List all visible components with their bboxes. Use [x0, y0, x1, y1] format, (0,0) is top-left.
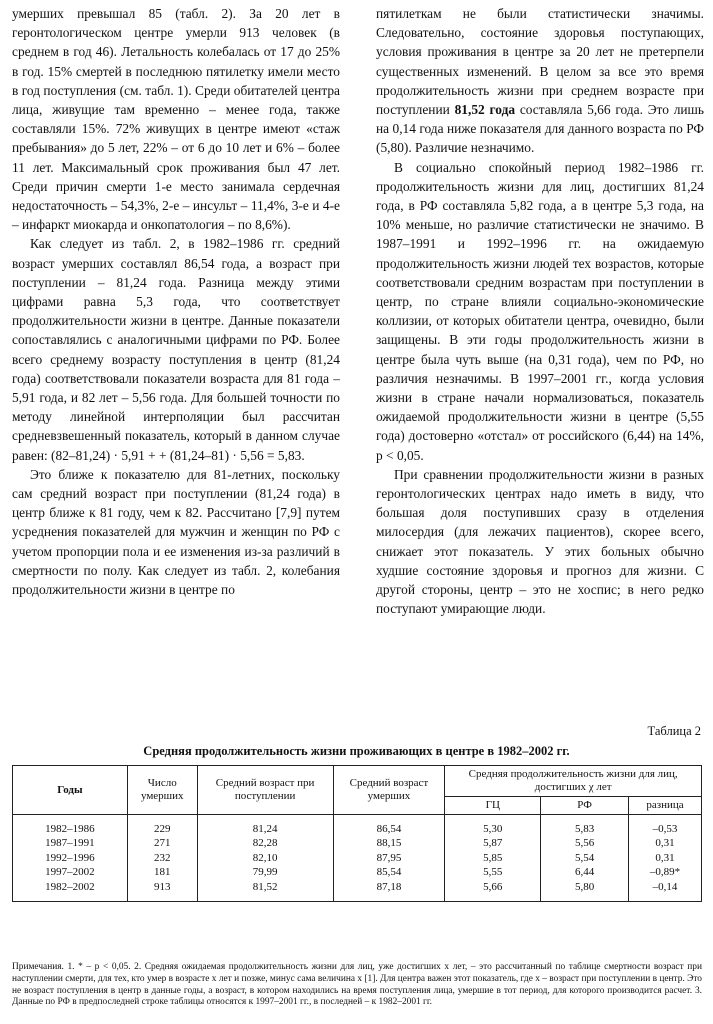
cell-years: 1992–1996 [13, 851, 128, 865]
cell-death-age: 87,18 [333, 880, 445, 902]
table-row [13, 865, 702, 879]
cell-deaths: 232 [127, 851, 197, 865]
header-deaths: Число умерших [127, 766, 197, 815]
cell-rf: 6,44 [541, 865, 629, 879]
table-row [13, 851, 702, 865]
cell-diff: –0,14 [629, 880, 702, 902]
cell-admission-age: 81,24 [197, 815, 333, 837]
table-label: Таблица 2 [647, 724, 701, 738]
header-death-age: Средний возраст умерших [333, 766, 445, 815]
right-paragraph-3: При сравнении продолжительности жизни в разных геронтологических центрах надо иметь в виду, что большая доля поступивших сразу в отделения милосердия (для лежачих пациентов), скорее всего, снижает этот показатель. У этих больных обычно худшие состояние здоровья и прогноз для жизни. С другой стороны, центр – это не хоспис; в него редко поступают умирающие люди. [376, 466, 704, 617]
cell-gc: 5,55 [445, 865, 541, 879]
cell-diff: –0,89* [629, 865, 702, 879]
right-paragraph-1 [376, 4, 704, 158]
cell-years: 1982–1986 [13, 815, 128, 837]
cell-deaths: 229 [127, 815, 197, 837]
left-column [12, 4, 340, 599]
header-gc: ГЦ [445, 797, 541, 815]
header-diff: разница [629, 797, 702, 815]
right-paragraph-1-bold: 81,52 года [454, 102, 516, 118]
cell-deaths: 181 [127, 865, 197, 879]
cell-death-age: 85,54 [333, 865, 445, 879]
cell-deaths: 913 [127, 880, 197, 902]
cell-gc: 5,87 [445, 836, 541, 850]
table-title: Средняя продолжительность жизни проживающих в центре в 1982–2002 гг. [143, 744, 570, 758]
header-rf: РФ [541, 797, 629, 815]
header-admission-age: Средний возраст при поступлении [197, 766, 333, 815]
header-life-expectancy: Средняя продолжительность жизни для лиц, достигших χ лет [445, 766, 702, 797]
cell-diff: 0,31 [629, 851, 702, 865]
cell-rf: 5,83 [541, 815, 629, 837]
cell-gc: 5,30 [445, 815, 541, 837]
right-paragraph-2: В социально спокойный период 1982–1986 гг. продолжительность жизни для лиц, достигших 81,24 года, в РФ составляла 5,82 года, а в центре 5,3 года, на 10% меньше, но различие статистически не значимо. В 1987–1991 и 1992–1996 гг. на ожидаемую продолжительность жизни людей тех возрастов, которые соответствовали средним возрастам при поступлении в центр, по стране влияли социально-экономические коллизии, от которых обитатели центра, очевидно, были защищены. В эти годы продолжительность жизни в центре была чуть выше (на 0,31 года), чем по РФ, но различия незначимы. В 1997–2001 гг., когда условия жизни в стране начали нормализоваться, показатель ожидаемой продолжительности жизни в центре (5,55 года) достоверно «отстал» от российского (6,44) на 14%, р < 0,05. [376, 159, 704, 463]
cell-years: 1987–1991 [13, 836, 128, 850]
cell-rf: 5,80 [541, 880, 629, 902]
data-table [12, 765, 702, 902]
cell-diff: –0,53 [629, 815, 702, 837]
left-paragraph-3: Это ближе к показателю для 81-летних, поскольку сам средний возраст при поступлении (81,24 года) в центр ближе к 81 году, чем к 82. Рассчитано [7,9] путем усреднения показателей для мужчин и женщин по РФ с учетом пропорции пола и ее изменения из-за различий в смертности по полу. Как следует из табл. 2, колебания продолжительности жизни в центре по [12, 466, 340, 598]
cell-death-age: 88,15 [333, 836, 445, 850]
table-row [13, 815, 702, 837]
cell-gc: 5,66 [445, 880, 541, 902]
cell-rf: 5,56 [541, 836, 629, 850]
cell-admission-age: 81,52 [197, 880, 333, 902]
cell-admission-age: 82,10 [197, 851, 333, 865]
table-row [13, 836, 702, 850]
cell-gc: 5,85 [445, 851, 541, 865]
table-row [13, 880, 702, 902]
right-column [376, 4, 704, 619]
cell-diff: 0,31 [629, 836, 702, 850]
cell-admission-age: 82,28 [197, 836, 333, 850]
left-paragraph-1: умерших превышал 85 (табл. 2). За 20 лет в геронтологическом центре умерли 913 человек (в среднем в год 46). Летальность колебалась от 17 до 25% в год. 15% смертей в последнюю пятилетку имели место в год поступления (см. табл. 1). Среди обитателей центра лица, живущие там временно – менее года, также составляли 15%. 72% живущих в центре имеют «стаж пребывания» до 5 лет, 22% – от 6 до 10 лет и 6% – более 11 лет. Максимальный срок проживания был 47 лет. Среди причин смерти 1-е место занимала сердечная недостаточность – 54,3%, 2-е – инсульт – 11,4%, 3-е и 4-е – инфаркт миокарда и онкопатология – по 8,6%). [12, 6, 340, 233]
header-years: Годы [13, 766, 128, 815]
cell-admission-age: 79,99 [197, 865, 333, 879]
left-paragraph-2: Как следует из табл. 2, в 1982–1986 гг. средний возраст умерших составлял 86,54 года, а возраст при поступлении – 81,24 года. Разница между этими цифрами равна 5,3 года, что соответствует продолжительности жизни в центре. Данные показатели сопоставлялись с аналогичными цифрами по РФ. Более всего среднему возрасту поступления в центр (81,24 года) соответствовали показатели возраста для 81 года – 5,91 года, и 82 лет – 5,56 года. Для большей точности по методу линейной интерполяции был рассчитан средневзвешенный показатель, который в данном случае равен: (82–81,24) · 5,91 + + (81,24–81) · 5,56 = 5,83. [12, 236, 340, 463]
right-paragraph-1-end: составляла 5,66 года. Это лишь на 0,14 года ниже показателя для данного возраста по РФ (5,80). Различие незначимо. [376, 102, 704, 156]
cell-death-age: 87,95 [333, 851, 445, 865]
right-paragraph-1-start: пятилеткам не были статистически значимы. Следовательно, состояние здоровья поступающих, условия проживания в центре за 20 лет не претерпели существенных изменений. В целом за все это время продолжительность жизни при среднем возрасте при поступлении [376, 6, 704, 118]
cell-deaths: 271 [127, 836, 197, 850]
table-footnote: Примечания. 1. * – р < 0,05. 2. Средняя ожидаемая продолжительность жизни для лиц, уже достигших x лет, – это рассчитанный по таблице смертности возраст при наступлении смерти, для тех, кто умер в возрасте x лет и позже, минус сама величина x [1]. Для центра важен этот показатель, где x – возраст при поступлении в центр. Это не возраст поступления в центр в данные годы, а возраст, в котором находились на время поступления лица, умершие в тот период, для которого производится расчет. 3. Данные по РФ в предпоследней строке таблицы относятся к 1997–2001 гг., в последней – к 1982–2001 гг. [12, 962, 702, 1008]
cell-years: 1982–2002 [13, 880, 128, 902]
table-container [12, 765, 702, 902]
cell-death-age: 86,54 [333, 815, 445, 837]
cell-rf: 5,54 [541, 851, 629, 865]
cell-years: 1997–2002 [13, 865, 128, 879]
